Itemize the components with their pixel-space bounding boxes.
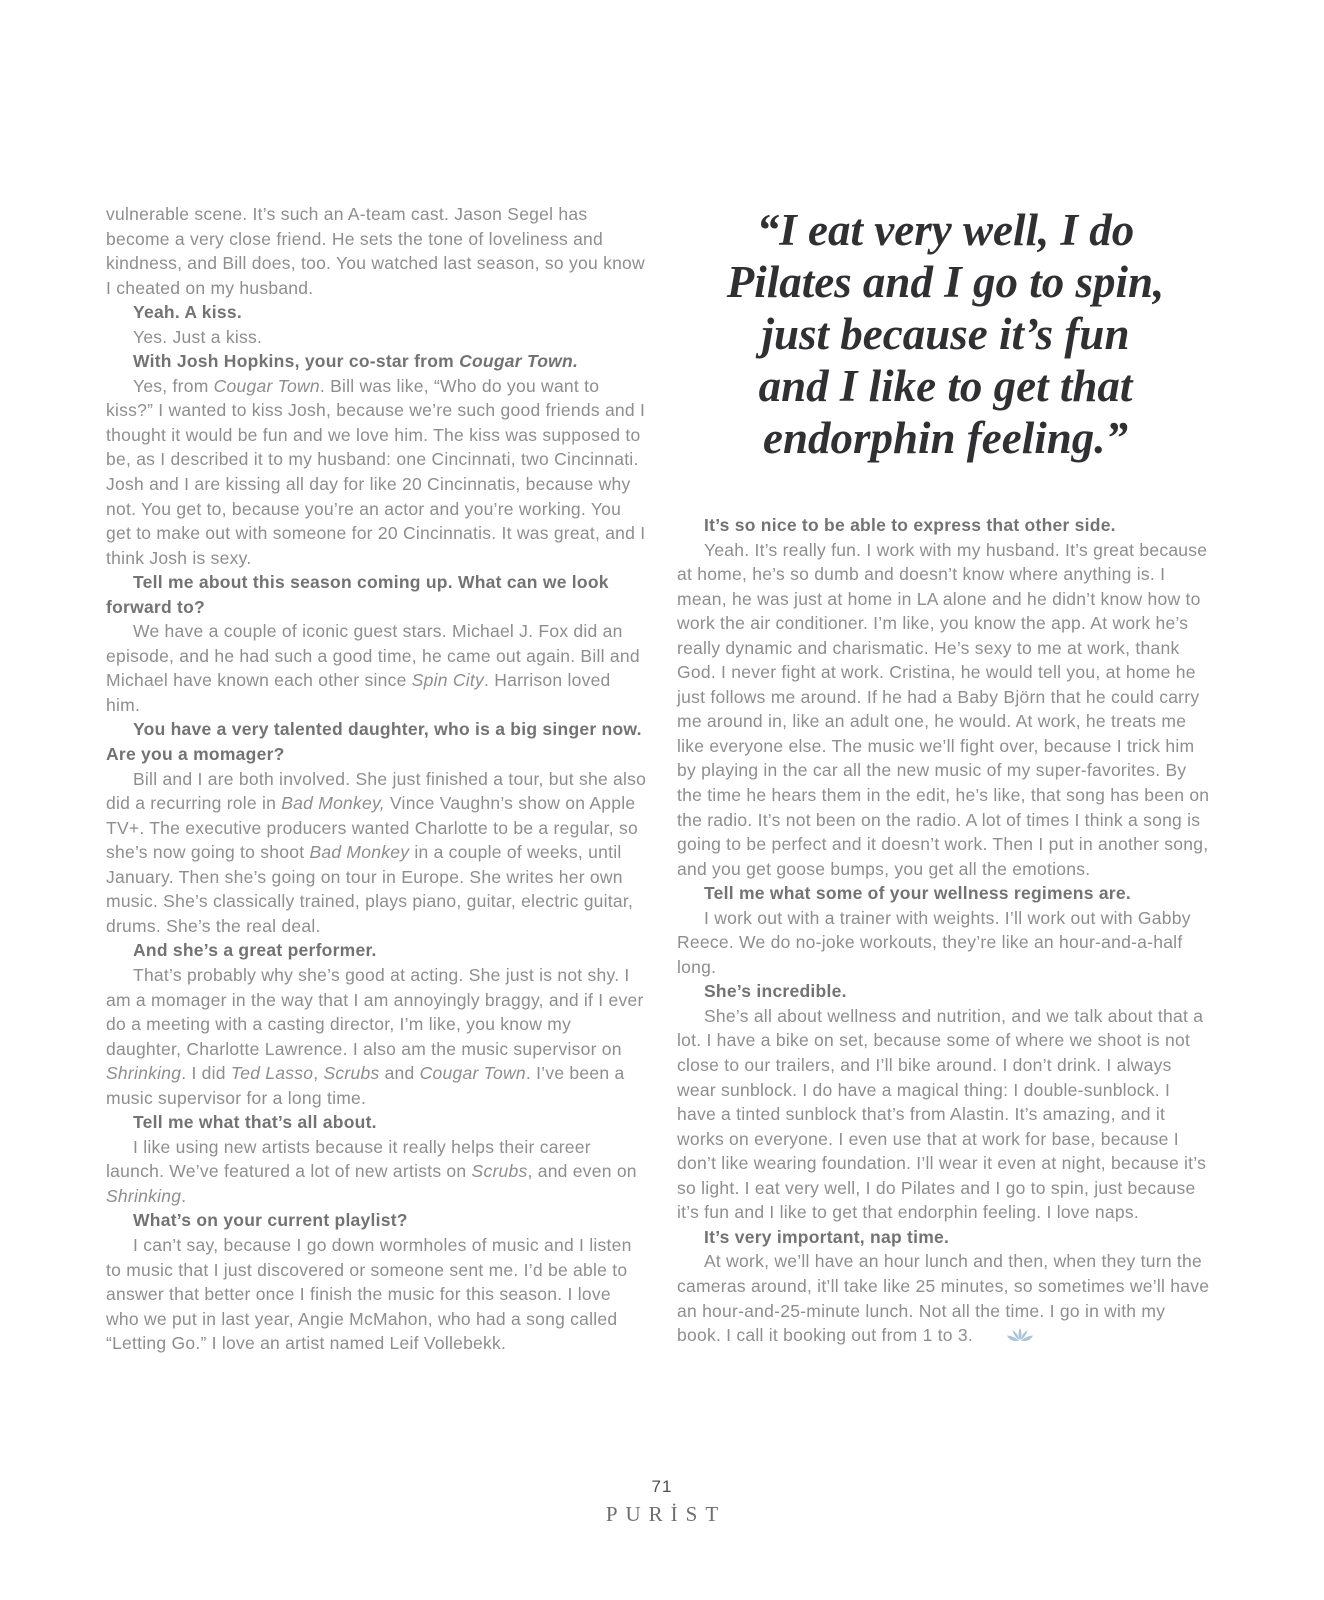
body-text: . Harrison loved him. (106, 670, 611, 715)
italic-title-text: Shrinking (106, 1185, 182, 1206)
italic-title-text: Spin City (411, 670, 484, 691)
body-text: Yeah. A kiss. (133, 302, 242, 323)
italic-title-text: Cougar Town. (459, 351, 579, 372)
body-text: With Josh Hopkins, your co-star from (133, 351, 460, 372)
page-number: 71 (651, 1477, 673, 1496)
italic-title-text: Scrubs (471, 1161, 528, 1182)
interview-answer (106, 963, 647, 1110)
interview-question (677, 1225, 1214, 1250)
interview-question (106, 349, 647, 374)
interview-answer (106, 374, 647, 570)
body-text: , and even on (527, 1161, 637, 1182)
interview-answer (677, 906, 1214, 980)
pull-quote (677, 204, 1214, 464)
body-text: Yes, from (133, 375, 214, 396)
body-text: and (379, 1063, 420, 1084)
body-text: She’s incredible. (704, 981, 847, 1002)
right-column (677, 202, 1214, 1356)
italic-title-text: Cougar Town (213, 375, 320, 396)
interview-answer (106, 1233, 647, 1356)
body-text: Bill and I are both involved. She just finished a tour, but she also did a recurring role in (106, 768, 647, 814)
interview-answer (677, 538, 1214, 882)
body-text: Yes. Just a kiss. (133, 326, 263, 347)
body-text: At work, we’ll have an hour lunch and then, when they turn the cameras around, it’ll take like 25 minutes, so sometimes we’ll have an hour-and-25-minute lunch. Not all the time. I go in with my book. I call it booking out from 1 to 3. (677, 1251, 1210, 1346)
body-text: I like using new artists because it really helps their career launch. We’ve featured a lot of new artists on (106, 1136, 591, 1182)
body-text: You have a very talented daughter, who is a big singer now. Are you a momager? (106, 719, 642, 765)
body-text: I can’t say, because I go down wormholes of music and I listen to music that I just discovered or someone sent me. I’d be able to answer that better once I finish the music for this season. I love who we put in last year, Angie McMahon, who had a song called “Letting Go.” I love an artist named Leif Vollebekk. (106, 1234, 632, 1354)
interview-question (677, 881, 1214, 906)
body-text: Tell me what some of your wellness regimens are. (704, 883, 1131, 904)
interview-answer (106, 202, 647, 300)
purist-logo: PURİST (605, 1502, 727, 1526)
body-text: Tell me about this season coming up. What can we look forward to? (106, 572, 609, 617)
body-text: That’s probably why she’s good at acting. She just is not shy. I am a momager in the way that I am annoyingly braggy, and if I ever do a meeting with a casting director, I’m like, you know my daughter, Charlotte Lawrence. I also am the music supervisor on (106, 964, 644, 1059)
interview-answer (677, 1249, 1214, 1347)
interview-question (106, 717, 647, 766)
interview-answer (677, 1004, 1214, 1225)
body-text: And she’s a great performer. (133, 940, 377, 961)
interview-question (106, 1110, 647, 1135)
body-text: Vince Vaughn’s show on Apple TV+. The executive producers wanted Charlotte to be a regular, so she’s now going to shoot (106, 793, 638, 863)
body-text: , (313, 1063, 324, 1084)
body-text: We have a couple of iconic guest stars. Michael J. Fox did an episode, and he had such a good time, he came out again. Bill and Michael have known each other since (106, 621, 640, 691)
italic-title-text: Bad Monkey, (281, 793, 385, 814)
italic-title-text: Shrinking (106, 1063, 182, 1084)
body-text: . (181, 1185, 187, 1206)
body-text: . Bill was like, “Who do you want to kiss?” I wanted to kiss Josh, because we’re such good friends and I thought it would be fun and we love him. The kiss was supposed to be, as I described it to my husband: one Cincinnati, two Cincinnati. Josh and I are kissing all day for like 20 Cincinnatis, because why not. You get to, because you’re an actor and you’re working. You get to make out with someone for 20 Cincinnatis. It was great, and I think Josh is sexy. (106, 375, 646, 568)
pull-quote-line: “I eat very well, I do (756, 205, 1135, 255)
body-text: She’s all about wellness and nutrition, and we talk about that a lot. I have a bike on set, because some of where we shoot is not close to our trailers, and I’ll bike around. I don’t drink. I always wear sunblock. I do have a magical thing: I double-sunblock. I have a tinted sunblock that’s from Alastin. It’s amazing, and it works on everyone. I even use that at work for base, because I don’t like wearing foundation. I’ll wear it even at night, because it’s so light. I eat very well, I do Pilates and I go to spin, just because it’s fun and I like to get that endorphin feeling. I love naps. (677, 1005, 1207, 1223)
interview-answer (106, 619, 647, 717)
body-text: I work out with a trainer with weights. I’ll work out with Gabby Reece. We do no-joke workouts, they’re like an hour-and-a-half long. (677, 907, 1191, 977)
article-body (106, 202, 1214, 1356)
left-column (106, 202, 647, 1356)
interview-question (106, 300, 647, 325)
body-text: It’s so nice to be able to express that other side. (704, 515, 1116, 535)
interview-question (106, 938, 647, 963)
body-text: Yeah. It’s really fun. I work with my husband. It’s great because at home, he’s so dumb and doesn’t know where anything is. I mean, he was just at home in LA alone and he didn’t know how to work the air conditioner. I’m like, you know the app. At work he’s really dynamic and charismatic. He’s sexy to me at work, thank God. I never fight at work. Cristina, he would tell you, at home he just follows me around. If he had a Baby Björn that he could carry me around in, like an adult one, he would. At work, he treats me like everyone else. The music we’ll fight over, because I trick him by playing in the car all the new music of my super-favorites. By the time he hears them in the edit, he’s like, that song has been on the radio. It’s not been on the radio. A lot of times I think a song is going to be perfect and it doesn’t work. Then I put in another song, and you get goose bumps, you get all the emotions. (677, 539, 1210, 879)
page-footer (0, 1477, 1324, 1527)
body-text: in a couple of weeks, until January. Then she’s going on tour in Europe. She writes her own music. She’s classically trained, plays piano, guitar, electric guitar, drums. She’s the real deal. (106, 842, 634, 936)
body-text: Tell me what that’s all about. (133, 1112, 377, 1133)
right-column-text (677, 513, 1214, 1348)
body-text: What’s on your current playlist? (133, 1210, 408, 1231)
body-text: vulnerable scene. It’s such an A-team cast. Jason Segel has become a very close friend. He sets the tone of loveliness and kindness, and Bill does, too. You watched last season, so you know I cheated on my husband. (106, 204, 645, 298)
pull-quote-line: just because it’s fun (761, 309, 1130, 359)
italic-title-text: Bad Monkey (309, 842, 410, 863)
body-text: . I did (181, 1063, 231, 1084)
pull-quote-line: endorphin feeling.” (762, 413, 1129, 463)
pull-quote-line: and I like to get that (758, 361, 1133, 411)
interview-question (106, 570, 647, 619)
pull-quote-line: Pilates and I go to spin, (726, 257, 1165, 307)
italic-title-text: Scrubs (323, 1063, 380, 1084)
interview-answer (106, 325, 647, 350)
italic-title-text: Ted Lasso (230, 1063, 314, 1084)
body-text: It’s very important, nap time. (704, 1226, 950, 1247)
interview-question (677, 979, 1214, 1004)
interview-question (677, 513, 1214, 538)
lotus-icon (980, 1328, 1033, 1343)
interview-answer (106, 767, 647, 939)
interview-question (106, 1208, 647, 1233)
interview-answer (106, 1135, 647, 1209)
italic-title-text: Cougar Town (419, 1063, 526, 1084)
body-text: . I’ve been a music supervisor for a long time. (106, 1063, 625, 1108)
